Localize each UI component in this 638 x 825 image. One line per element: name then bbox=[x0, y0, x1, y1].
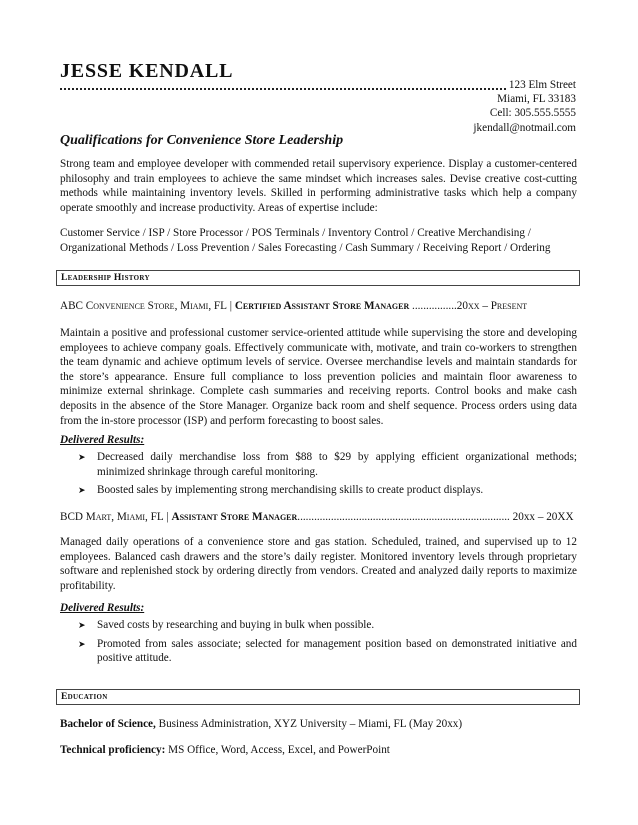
summary-paragraph: Strong team and employee developer with commended retail supervisory experience. Display a customer-centered philosophy and train employees to achieve the same mindset which increases sales. Devise creative cost-cutting methods while maintaining inventory levels. Skilled in performing administrative tasks which help a company operate smoothly and increase productivity. Areas of expertise include: bbox=[60, 158, 577, 214]
list-item bbox=[78, 618, 577, 633]
job-2-dates: 20xx – 20XX bbox=[512, 511, 574, 523]
job-2-results-label: Delivered Results: bbox=[60, 602, 145, 614]
job-1-separator: | bbox=[229, 300, 233, 312]
job-1-description: Maintain a positive and professional customer service-oriented attitude while supervising the store and developing employees to achieve company goals. Effectively communicate with, motivate, and train co-workers to strengthen the team dynamic and achieve optimum levels of service. Oversee merchandise levels and maintain standards for the store’s appearance. Ensure full compliance to loss prevention policies and maintain floor awareness to minimize external shrinkage. Complete cash summaries and receiving reports. Control books and make cash deposits in the absence of the Store Manager. Organize back room and shelf sequence. Process orders using data from the in-store processor (ISP) and perform forecasting to boost sales. bbox=[60, 327, 577, 427]
arrowhead-bullet-icon: ➤ bbox=[78, 620, 86, 630]
job-2-dots: ............................................................................ bbox=[297, 511, 510, 523]
candidate-name: JESSE KENDALL bbox=[60, 60, 234, 82]
qualifications-summary bbox=[60, 157, 577, 215]
job-1-title: Certified Assistant Store Manager bbox=[234, 300, 410, 312]
job-2-company: BCD Mart, Miami, FL bbox=[60, 511, 164, 523]
list-item bbox=[78, 450, 577, 479]
job-1-dates: 20xx – Present bbox=[456, 300, 528, 312]
job-2-description-block bbox=[60, 535, 577, 593]
education-section-header bbox=[56, 689, 580, 705]
job-1-description-block bbox=[60, 326, 577, 428]
job-2-result-1: Saved costs by researching and buying in bulk when possible. bbox=[97, 619, 375, 631]
job-2-title: Assistant Store Manager bbox=[171, 511, 298, 523]
job-1-company: ABC Convenience Store, Miami, FL bbox=[60, 300, 227, 312]
contact-email[interactable]: jkendall@notmail.com bbox=[473, 121, 576, 134]
contact-city: Miami, FL 33183 bbox=[497, 93, 576, 106]
tech-label: Technical proficiency: bbox=[60, 744, 166, 756]
tech-text: MS Office, Word, Access, Excel, and PowerPoint bbox=[168, 744, 390, 756]
skills-list bbox=[60, 226, 577, 255]
contact-block bbox=[473, 78, 576, 135]
list-item bbox=[78, 637, 577, 666]
skills-line-1: Customer Service / ISP / Store Processor / POS Terminals / Inventory Control / Creative Merchandising / bbox=[60, 227, 531, 239]
job-1-heading bbox=[60, 299, 577, 314]
education-degree bbox=[60, 717, 462, 732]
job-1-result-2: Boosted sales by implementing strong merchandising skills to create product displays. bbox=[97, 484, 484, 497]
job-1-result-1: Decreased daily merchandise loss from $88 to $29 by applying efficient organizational methods; minimized shrinkage through careful monitoring. bbox=[97, 451, 577, 478]
job-1-results-label: Delivered Results: bbox=[60, 434, 145, 446]
leadership-section-header bbox=[56, 270, 580, 286]
qualifications-title: Qualifications for Convenience Store Leadership bbox=[60, 133, 344, 148]
job-1-dots: ................ bbox=[412, 300, 457, 312]
job-2-separator: | bbox=[166, 511, 169, 523]
header-dotted-rule bbox=[60, 80, 506, 90]
skills-line-2: Organizational Methods / Loss Prevention / Sales Forecasting / Cash Summary / Receiving Report / Ordering bbox=[60, 241, 551, 254]
job-1-results-list bbox=[78, 450, 577, 502]
degree-text: Business Administration, XYZ University – Miami, FL (May 20xx) bbox=[158, 718, 463, 730]
education-section-title: Education bbox=[61, 692, 108, 702]
leadership-section-title: Leadership History bbox=[61, 273, 150, 283]
job-2-description: Managed daily operations of a convenience store and gas station. Scheduled, trained, and supervised up to 12 employees. Balanced cash drawers and the store’s daily register. Monitored inventory levels through proprietary software and replenished stock by ordering directly from vendors. Created and analyzed daily reports to maximize profitability. bbox=[60, 536, 577, 592]
contact-phone: Cell: 305.555.5555 bbox=[489, 107, 576, 120]
technical-proficiency bbox=[60, 743, 390, 758]
degree-label: Bachelor of Science, bbox=[60, 718, 156, 730]
job-2-result-2: Promoted from sales associate; selected for management position based on demonstrated initiative and positive attitude. bbox=[97, 637, 577, 665]
arrowhead-bullet-icon: ➤ bbox=[78, 638, 86, 649]
arrowhead-bullet-icon: ➤ bbox=[78, 452, 86, 462]
contact-street: 123 Elm Street bbox=[508, 79, 576, 91]
list-item bbox=[78, 483, 577, 498]
arrowhead-bullet-icon: ➤ bbox=[78, 485, 86, 496]
job-2-results-list bbox=[78, 618, 577, 670]
job-2-heading bbox=[60, 510, 577, 525]
